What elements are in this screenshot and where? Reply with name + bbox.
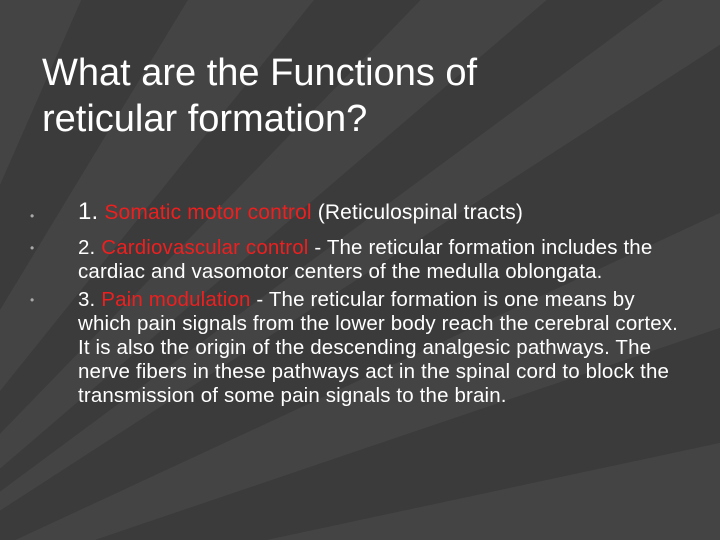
bullet-item-pain-modulation <box>30 288 685 408</box>
item-text: - The reticular formation includes the cardiac and vasomotor centers of the medulla oblongata. <box>78 236 653 283</box>
highlight-text: Cardiovascular control <box>101 236 309 259</box>
item-text: (Reticulospinal tracts) <box>317 201 524 224</box>
item-number: 2. <box>78 236 96 259</box>
item-text: - The reticular formation is one means by which pain signals from the lower body reach the cerebral cortex. It is also the origin of the descending analgesic pathways. The nerve fibers in these pathways act in the spinal cord to block the transmission of some pain signals to the brain. <box>78 288 678 407</box>
slide-title <box>42 50 682 142</box>
title-line-1: What are the Functions of <box>42 52 478 94</box>
bullet-item-cardiovascular <box>30 236 685 284</box>
item-number: 3. <box>78 288 96 311</box>
highlight-text: Pain modulation <box>101 288 251 311</box>
bullet-item-somatic-motor <box>30 200 685 225</box>
bullet-icon: • <box>30 241 35 255</box>
highlight-text: Somatic motor control <box>104 201 312 224</box>
bullet-icon: • <box>30 209 35 223</box>
title-line-2: reticular formation? <box>42 98 368 140</box>
bullet-list <box>30 200 685 408</box>
item-number: 1. <box>78 198 99 225</box>
bullet-icon: • <box>30 293 35 307</box>
